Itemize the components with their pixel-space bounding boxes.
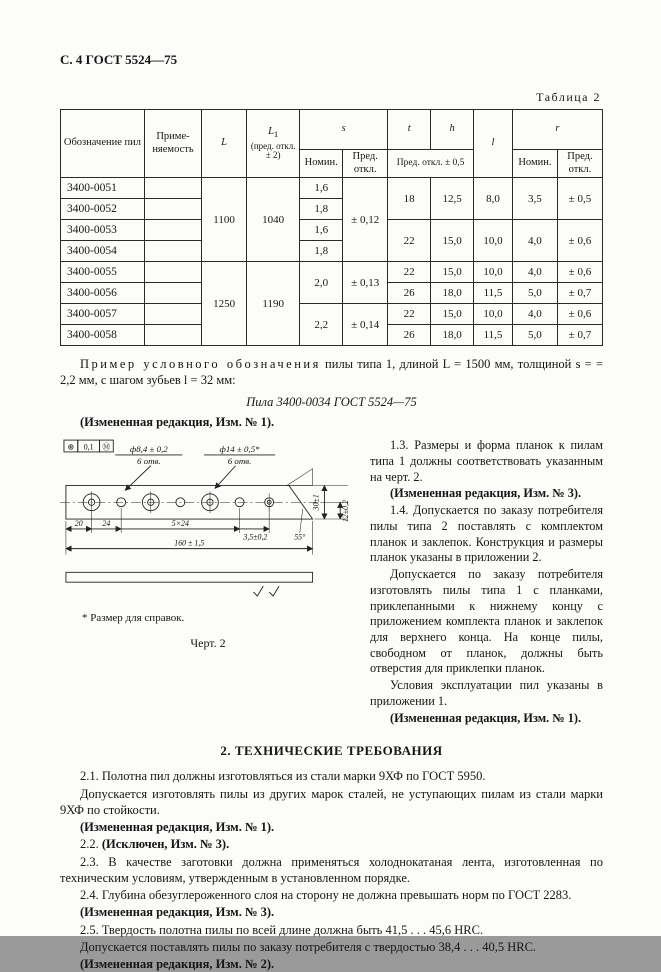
para-2-2 [60,836,603,852]
table-row [61,304,603,325]
cell-h: 12,5 [431,178,474,220]
dim-160: 160 ± 1,5 [174,538,205,548]
dim-24: 24 [102,519,111,529]
dim-3-5: 3,5±0,2 [243,532,268,542]
page-header: С. 4 ГОСТ 5524—75 [60,52,178,67]
example-paragraph [60,356,603,389]
cell-t: 22 [388,304,431,325]
cell-l: 10,0 [474,304,513,325]
cell-t: 26 [388,325,431,346]
cell-r-nom: 4,0 [512,220,557,262]
figure-caption: Черт. 2 [190,636,226,651]
figure-footnote: * Размер для справок. [82,612,185,625]
cell-r-pred: ± 0,6 [557,220,602,262]
cell-l: 10,0 [474,220,513,262]
table-row [61,178,603,199]
cell-l: 10,0 [474,262,513,283]
position-tolerance-icon: ⊕ [67,442,75,452]
cell-s-pred-group1: ± 0,12 [343,178,388,262]
cell-r-pred: ± 0,7 [557,283,602,304]
cell-s: 1,8 [300,199,343,220]
revision-note: (Измененная редакция, Изм. № 1). [390,710,582,725]
cell-h: 18,0 [431,325,474,346]
cell-applicability [144,262,201,283]
figure-column [60,438,356,727]
cell-l: 8,0 [474,178,513,220]
cell-l: 11,5 [474,283,513,304]
table-caption: Таблица 2 [536,90,601,104]
cell-s: 1,6 [300,178,343,199]
tolerance-frame [64,440,113,452]
L1-subscript: 1 [273,129,279,139]
L1-note: (пред. откл. ± 2) [250,140,296,161]
plank-side-view [66,572,313,596]
table-2 [60,109,603,346]
cell-L1-group1: 1040 [247,178,300,262]
cell-r-pred: ± 0,5 [557,178,602,220]
revision-note: (Измененная редакция, Изм. № 3). [80,905,275,920]
cell-h: 15,0 [431,220,474,262]
cell-h: 15,0 [431,304,474,325]
example-designation: Пила 3400-0034 ГОСТ 5524—75 [246,394,417,409]
plank-drawing [60,438,356,604]
section-2-heading: 2. ТЕХНИЧЕСКИЕ ТРЕБОВАНИЯ [220,743,443,759]
cell-applicability [144,304,201,325]
L1-symbol: L [268,125,274,137]
dimension-lines [66,486,350,555]
dim-55deg: 55° [294,532,306,542]
para-2-3: 2.3. В качестве заготовки должна применяться холоднокатаная лента, изготовленная по техническим условиям, утвержденным в установленном порядке. [60,854,603,885]
material-condition-icon: Ⓜ [102,442,111,452]
col-header-designation: Обозначение пил [61,110,145,178]
cell-applicability [144,283,201,304]
cell-L1-group2: 1190 [247,262,300,346]
cell-r-nom: 5,0 [512,283,557,304]
cell-t: 26 [388,283,431,304]
example-lead: Пример условного обозначения [80,357,321,372]
cell-t: 22 [388,262,431,283]
col-header-applicability: Приме-няемость [144,110,201,178]
cell-s: 2,0 [300,262,343,304]
cell-l: 11,5 [474,325,513,346]
small-hole-diameter-label: ф8,4 ± 0,2 [129,444,168,455]
col-header-t: t [388,110,431,150]
cell-s: 1,6 [300,220,343,241]
dim-30: 30±1 [311,494,321,511]
cell-s-pred: ± 0,13 [343,262,388,304]
cell-L-group1: 1100 [202,178,247,262]
para-2-2-excluded: (Исключен, Изм. № 3). [101,837,230,852]
para-1-4-cont: Допускается по заказу потребителя изготовлять пилы типа 1 с планками, приклепанными к нижнему концу с приложением комплекта планок и заклепок для верхнего конца. На конце пилы, свободном от планок, должны быть отверстия для приклепки планок. [370,567,603,676]
surface-finish-icon [269,586,279,596]
text-column [370,438,603,727]
cell-designation: 3400-0054 [61,241,145,262]
small-hole-count-label: 6 отв. [137,455,161,466]
cell-designation: 3400-0057 [61,304,145,325]
table-row [61,262,603,283]
dim-20: 20 [74,519,83,529]
cell-applicability [144,325,201,346]
para-2-2-number: 2.2. [80,837,102,852]
col-header-r-pred: Пред. откл. [557,150,602,178]
cell-s-pred: ± 0,14 [343,304,388,346]
cell-applicability [144,199,201,220]
big-hole-count-label: 6 отв. [227,455,252,466]
section-2-body [60,768,603,972]
cell-applicability [144,178,201,199]
cell-r-nom: 3,5 [512,178,557,220]
dim-12: 12±0,2 [341,500,351,523]
col-header-l: l [474,110,513,178]
col-header-L1 [247,110,300,178]
para-2-4: 2.4. Глубина обезуглероженного слоя на сторону не должна превышать норм по ГОСТ 2283. [80,888,572,903]
cell-L-group2: 1250 [202,262,247,346]
para-2-1-cont: Допускается изготовлять пилы из других марок сталей, не уступающих пилам из стали марки 9ХФ по стойкости. [60,786,603,817]
cell-h: 18,0 [431,283,474,304]
tolerance-value: 0,1 [83,442,94,452]
cell-applicability [144,220,201,241]
revision-note: (Измененная редакция, Изм. № 2). [80,957,275,972]
col-header-r: r [512,110,602,150]
col-header-s-nominal: Номин. [300,150,343,178]
para-2-5: 2.5. Твердость полотна пилы по всей длине должна быть 41,5 . . . 45,6 HRC. [80,922,484,937]
revision-note: (Измененная редакция, Изм. № 1). [80,414,275,429]
surface-finish-icon [253,586,263,596]
para-2-1: 2.1. Полотна пил должны изготовляться из стали марки 9ХФ по ГОСТ 5950. [80,769,486,784]
col-header-h: h [431,110,474,150]
para-1-3: 1.3. Размеры и форма планок к пилам типа 1 должны соответствовать указанным на черт. 2. [370,438,603,484]
cell-h: 15,0 [431,262,474,283]
table-row [61,220,603,241]
col-header-s-pred: Пред. откл. [343,150,388,178]
col-header-r-nominal: Номин. [512,150,557,178]
cell-s: 2,2 [300,304,343,346]
para-operating-conditions: Условия эксплуатации пил указаны в приложении 1. [370,678,603,708]
cell-t: 22 [388,220,431,262]
cell-r-nom: 4,0 [512,304,557,325]
hole-callouts [115,444,275,490]
para-2-5-cont: Допускается поставлять пилы по заказу потребителя с твердостью 38,4 . . . 40,5 HRC. [80,939,537,954]
revision-note: (Измененная редакция, Изм. № 3). [390,486,582,501]
big-hole-diameter-label: ф14 ± 0,5* [219,444,260,455]
cell-designation: 3400-0051 [61,178,145,199]
cell-r-pred: ± 0,7 [557,325,602,346]
cell-t: 18 [388,178,431,220]
col-header-L: L [202,110,247,178]
cell-designation: 3400-0058 [61,325,145,346]
cell-r-pred: ± 0,6 [557,262,602,283]
para-1-4: 1.4. Допускается по заказу потребителя пилы типа 2 поставлять с комплектом планок и заклепок. Конструкция и размеры планок указаны в приложении 2. [370,503,603,565]
dim-5x24: 5×24 [171,519,189,529]
cell-r-nom: 4,0 [512,262,557,283]
cell-designation: 3400-0053 [61,220,145,241]
two-column-section [60,438,603,727]
revision-note: (Измененная редакция, Изм. № 1). [80,820,275,835]
cell-designation: 3400-0052 [61,199,145,220]
cell-r-nom: 5,0 [512,325,557,346]
col-header-s: s [300,110,388,150]
example-rest: пилы типа 1, длиной L = 1500 мм, толщиной s = = 2,2 мм, с шагом зубьев l = 32 мм: [60,357,603,388]
cell-r-pred: ± 0,6 [557,304,602,325]
cell-s: 1,8 [300,241,343,262]
col-header-th-pred: Пред. откл. ± 0,5 [388,150,474,178]
cell-designation: 3400-0056 [61,283,145,304]
plank-view [60,469,320,519]
cell-designation: 3400-0055 [61,262,145,283]
cell-applicability [144,241,201,262]
